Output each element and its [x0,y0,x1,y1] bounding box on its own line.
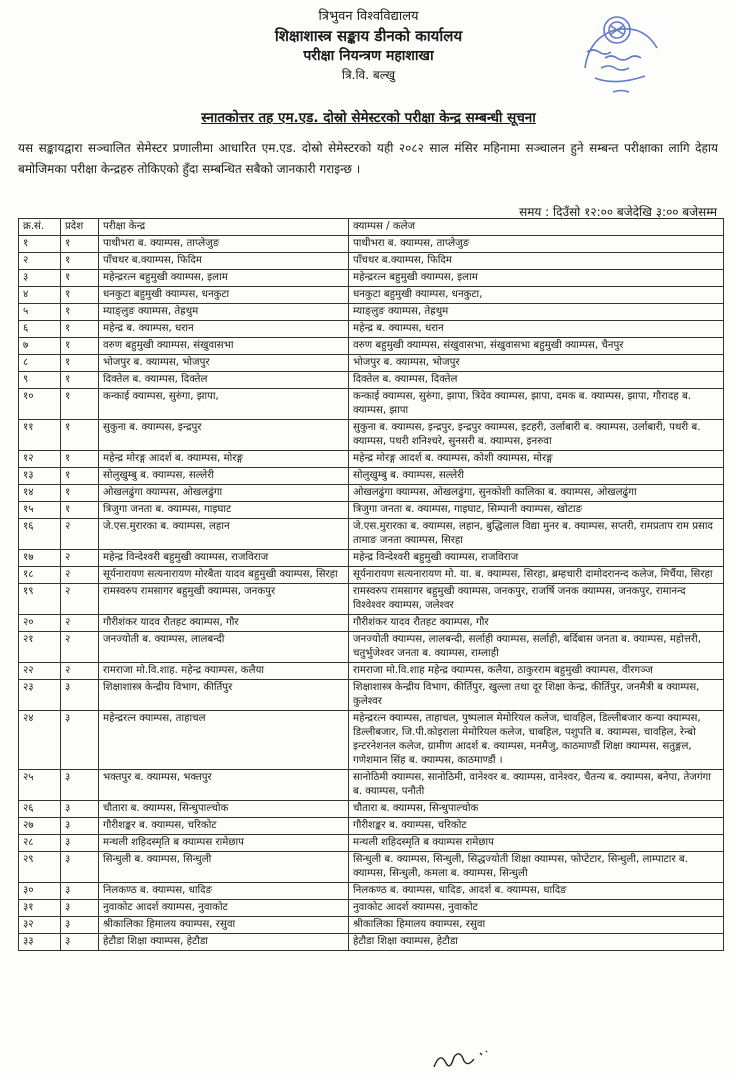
table-row [19,372,724,389]
row-serial: १९ [19,584,61,615]
row-serial: २१ [19,632,61,663]
row-province: १ [61,372,99,389]
row-province: ३ [61,801,99,818]
row-exam-center: सुकुना ब. क्याम्पस, इन्द्रपुर [99,420,349,451]
office-name: शिक्षाशास्त्र सङ्काय डीनको कार्यालय [274,27,463,45]
row-province: ३ [61,900,99,917]
official-stamp-icon [565,8,673,104]
table-row [19,711,724,770]
row-serial: ८ [19,355,61,372]
row-campus: जे.एस.मुरारका ब. क्याम्पस, लहान, बुद्धिलाल विद्या मुनर ब. क्याम्पस, सप्तरी, रामप्रताप राम प्रसाद तामाङ जनता क्याम्पस, सिरहा [349,519,724,550]
table-row [19,615,724,632]
table-row [19,900,724,917]
row-province: १ [61,485,99,502]
row-exam-center: सोलुखुम्बु ब. क्याम्पस, सल्लेरी [99,468,349,485]
table-row [19,253,724,270]
table-row [19,883,724,900]
table-row [19,304,724,321]
row-campus: सानोठिमी क्याम्पस, सानोठिमी, वानेश्वर ब. क्याम्पस, वानेश्वर, चैतन्य ब. क्याम्पस, बनेपा, तेजगंगा ब. क्याम्पस, पनौती [349,770,724,801]
row-campus: म्याङ्लुङ क्याम्पस, तेह्रथुम [349,304,724,321]
signature-icon [430,1045,490,1073]
table-row [19,270,724,287]
row-province: २ [61,663,99,680]
table-row [19,321,724,338]
row-province: १ [61,287,99,304]
row-province: १ [61,270,99,287]
row-campus: सुकुना ब. क्याम्पस, इन्द्रपुर, इन्द्रपुर क्याम्पस, इटहरी, उर्लाबारी ब. क्याम्पस, उर्लाबारी, पथरी ब. क्याम्पस, पथरी शनिश्चरे, सुनसरी ब. क्याम्पस, इनरुवा [349,420,724,451]
table-row [19,519,724,550]
row-exam-center: भक्तपुर ब. क्याम्पस, भक्तपुर [99,770,349,801]
row-campus: महेन्द्ररत्न बहुमुखी क्याम्पस, इलाम [349,270,724,287]
row-province: १ [61,304,99,321]
row-exam-center: भोजपुर ब. क्याम्पस, भोजपुर [99,355,349,372]
row-exam-center: हेटौडा शिक्षा क्याम्पस, हेटौडा [99,934,349,951]
row-province: १ [61,451,99,468]
row-campus: महेन्द्र मोरङ्ग आदर्श ब. क्याम्पस, कोशी क्याम्पस, मोरङ्ग [349,451,724,468]
row-province: १ [61,253,99,270]
row-campus: पाथीभरा ब. क्याम्पस, ताप्लेजुङ [349,236,724,253]
row-serial: २३ [19,680,61,711]
row-exam-center: म्याङ्लुङ क्याम्पस, तेह्रथुम [99,304,349,321]
row-serial: १७ [19,550,61,567]
row-province: १ [61,502,99,519]
row-campus: रामस्वरुप रामसागर बहुमुखी क्याम्पस, जनकपुर, राजर्षि जनक क्याम्पस, जनकपुर, रामानन्द विश्वेश्वर क्याम्पस, जलेश्वर [349,584,724,615]
row-campus: मन्थली शहिदस्मृति ब क्याम्पस रामेछाप [349,835,724,852]
header-campus: क्याम्पस / कलेज [349,219,724,236]
row-serial: ९ [19,372,61,389]
row-province: १ [61,420,99,451]
table-row [19,632,724,663]
row-province: ३ [61,883,99,900]
row-province: १ [61,468,99,485]
row-exam-center: महेन्द्र विन्देश्वरी बहुमुखी क्याम्पस, राजविराज [99,550,349,567]
row-serial: २२ [19,663,61,680]
table-row [19,770,724,801]
row-province: २ [61,567,99,584]
division-name: परीक्षा नियन्त्रण महाशाखा [303,48,434,64]
table-row [19,502,724,519]
table-row [19,680,724,711]
row-serial: १५ [19,502,61,519]
row-exam-center: जनज्योती ब. क्याम्पस, लालबन्दी [99,632,349,663]
row-exam-center: रामराजा मो.वि.शाह. महेन्द्र क्याम्पस, कलैया [99,663,349,680]
table-row [19,338,724,355]
table-row [19,287,724,304]
row-campus: हेटौडा शिक्षा क्याम्पस, हेटौडा [349,934,724,951]
row-province: ३ [61,818,99,835]
table-row [19,852,724,883]
table-row [19,917,724,934]
table-row [19,663,724,680]
row-province: १ [61,355,99,372]
row-exam-center: महेन्द्ररत्न बहुमुखी क्याम्पस, इलाम [99,270,349,287]
row-province: ३ [61,917,99,934]
row-serial: १० [19,389,61,420]
row-campus: गौरीशङ्कर ब. क्याम्पस, चरिकोट [349,818,724,835]
row-province: ३ [61,852,99,883]
row-exam-center: पाथीभरा ब. क्याम्पस, ताप्लेजुङ [99,236,349,253]
table-row [19,818,724,835]
row-exam-center: धनकुटा बहुमुखी क्याम्पस, धनकुटा [99,287,349,304]
row-province: १ [61,321,99,338]
row-exam-center: सूर्यनारायण सत्यनारायण मोरबैता यादव बहुमुखी क्याम्पस, सिरहा [99,567,349,584]
row-province: १ [61,338,99,355]
row-province: ३ [61,680,99,711]
row-exam-center: श्रीकालिका हिमालय क्याम्पस, रसुवा [99,917,349,934]
row-serial: ३२ [19,917,61,934]
table-row [19,934,724,951]
row-campus: नुवाकोट आदर्श क्याम्पस, नुवाकोट [349,900,724,917]
table-header-row [19,219,724,236]
row-serial: ११ [19,420,61,451]
row-campus: धनकुटा बहुमुखी क्याम्पस, धनकुटा, [349,287,724,304]
row-serial: २० [19,615,61,632]
row-campus: सूर्यनारायण सत्यनारायण मो. या. ब. क्याम्पस, सिरहा, ब्रम्हचारी दामोदरानन्द कलेज, मिर्चैया, सिरहा [349,567,724,584]
table-row [19,389,724,420]
row-exam-center: ओखलढुंगा क्याम्पस, ओखलढुंगा [99,485,349,502]
row-province: २ [61,550,99,567]
row-serial: ३१ [19,900,61,917]
row-exam-center: महेन्द्र ब. क्याम्पस, धरान [99,321,349,338]
exam-center-table [18,218,724,951]
row-exam-center: चौतारा ब. क्याम्पस, सिन्धुपाल्चोक [99,801,349,818]
row-exam-center: नुवाकोट आदर्श क्याम्पस, नुवाकोट [99,900,349,917]
row-exam-center: पाँचथर ब.क्याम्पस, फिदिम [99,253,349,270]
table-row [19,584,724,615]
row-campus: चौतारा ब. क्याम्पस, सिन्धुपाल्चोक [349,801,724,818]
notice-body: यस सङ्कायद्वारा सञ्चालित सेमेस्टर प्रणालीमा आधारित एम.एड. दोस्रो सेमेस्टरको यही २०८२ साल मंसिर महिनामा सञ्चालन हुने सम्बन्त परीक्षाका लागि देहाय बमोजिमका परीक्षा केन्द्रहरु तोकिएको हुँदा सम्बन्धित सबैको जानकारी गराइन्छ । [18,141,718,176]
office-location: त्रि.वि. बल्खु [341,68,396,82]
row-exam-center: महेन्द्ररत्न क्याम्पस, ताहाचल [99,711,349,770]
header-province: प्रदेश [61,219,99,236]
table-row [19,550,724,567]
table-row [19,236,724,253]
row-campus: श्रीकालिका हिमालय क्याम्पस, रसुवा [349,917,724,934]
row-province: ३ [61,934,99,951]
table-row [19,420,724,451]
table-row [19,355,724,372]
row-serial: ३ [19,270,61,287]
row-exam-center: दिक्तेल ब. क्याम्पस, दिक्तेल [99,372,349,389]
row-province: २ [61,584,99,615]
row-serial: २९ [19,852,61,883]
row-campus: त्रिजुगा जनता ब. क्याम्पस, गाइघाट, सिम्पानी क्याम्पस, खोटाङ [349,502,724,519]
row-serial: १ [19,236,61,253]
header-exam-center: परीक्षा केन्द्र [99,219,349,236]
row-campus: महेन्द्ररत्न क्याम्पस, ताहाचल, पुष्पलाल मेमोरियल कलेज, चावहिल, डिल्लीबजार कन्या क्याम्पस, डिल्लीबजार, जि.पी.कोइराला मेमोरियल कलेज, चाबहिल, पशुपति ब. क्याम्पस, चावहिल, रेन्बो इन्टरनेशनल कलेज, ग्रामीण आदर्श ब. क्याम्पस, मनमैजु, काठमाण्डौं शिक्षा क्याम्पस, सतुङ्गल, गणेशमान सिंह ब. क्याम्पस, काठमाण्डौं । [349,711,724,770]
row-serial: ६ [19,321,61,338]
row-province: १ [61,389,99,420]
row-campus: ओखलढुंगा क्याम्पस, ओखलढुंगा, सुनकोशी कालिका ब. क्याम्पस, ओखलढुंगा [349,485,724,502]
row-exam-center: महेन्द्र मोरङ्ग आदर्श ब. क्याम्पस, मोरङ्ग [99,451,349,468]
row-campus: महेन्द्र ब. क्याम्पस, धरान [349,321,724,338]
row-campus: गौरीशंकर यादव रौतहट क्याम्पस, गौर [349,615,724,632]
row-campus: जनज्योती क्याम्पस, लालबन्दी, सर्लाही क्याम्पस, सर्लाही, बर्दिबास जनता ब. क्याम्पस, महोत्तरी, चतुर्भुजेश्वर जनता ब. क्याम्पस, राम्लाही [349,632,724,663]
row-province: २ [61,519,99,550]
row-exam-center: जे.एस.मुरारका ब. क्याम्पस, लहान [99,519,349,550]
row-province: २ [61,615,99,632]
row-exam-center: शिक्षाशास्त्र केन्द्रीय विभाग, कीर्तिपुर [99,680,349,711]
table-row [19,567,724,584]
row-campus: वरुण बहुमुखी क्याम्पस, संखुवासभा, संखुवासभा बहुमुखी क्याम्पस, चैनपुर [349,338,724,355]
table-row [19,451,724,468]
row-campus: महेन्द्र विन्देश्वरी बहुमुखी क्याम्पस, राजविराज [349,550,724,567]
row-exam-center: वरुण बहुमुखी क्याम्पस, संखुवासभा [99,338,349,355]
row-serial: २६ [19,801,61,818]
row-serial: १२ [19,451,61,468]
row-serial: २८ [19,835,61,852]
row-exam-center: गौरीशङ्कर ब. क्याम्पस, चरिकोट [99,818,349,835]
table-row [19,485,724,502]
row-campus: सोलुखुम्बु ब. क्याम्पस, सल्लेरी [349,468,724,485]
row-campus: कन्काई क्याम्पस, सुरुंगा, झापा, त्रिदेव क्याम्पस, झापा, दमक ब. क्याम्पस, झापा, गौरादह ब. क्याम्पस, झापा [349,389,724,420]
row-exam-center: निलकण्ठ ब. क्याम्पस, धादिङ [99,883,349,900]
university-name: त्रिभुवन विश्वविद्यालय [318,9,419,24]
row-serial: ३३ [19,934,61,951]
row-exam-center: सिन्धुली ब. क्याम्पस, सिन्धुली [99,852,349,883]
row-exam-center: गौरीशंकर यादव रौतहट क्याम्पस, गौर [99,615,349,632]
row-campus: दिक्तेल ब. क्याम्पस, दिक्तेल [349,372,724,389]
row-serial: ३० [19,883,61,900]
row-serial: २ [19,253,61,270]
row-province: ३ [61,770,99,801]
row-serial: २५ [19,770,61,801]
row-serial: १४ [19,485,61,502]
row-exam-center: कन्काई क्याम्पस, सुरुंगा, झापा, [99,389,349,420]
row-campus: भोजपुर ब. क्याम्पस, भोजपुर [349,355,724,372]
row-campus: निलकण्ठ ब. क्याम्पस, धादिङ, आदर्श ब. क्याम्पस, धादिङ [349,883,724,900]
row-serial: १६ [19,519,61,550]
row-serial: १३ [19,468,61,485]
table-row [19,835,724,852]
row-campus: सिन्धुली ब. क्याम्पस, सिन्धुली, सिद्धज्योती शिक्षा क्याम्पस, फोप्टेटार, सिन्धुली, लाम्पाटार ब. क्याम्पस, सिन्धुली, कमला ब. क्याम्पस, सिन्धुली [349,852,724,883]
row-serial: १८ [19,567,61,584]
row-campus: रामराजा मो.वि.शाह महेन्द्र क्याम्पस, कलैया, ठाकुरराम बहुमुखी क्याम्पस, वीरगञ्ज [349,663,724,680]
table-row [19,801,724,818]
row-serial: ४ [19,287,61,304]
row-exam-center: त्रिजुगा जनता ब. क्याम्पस, गाइघाट [99,502,349,519]
exam-time: समय : दिउँसो १२:०० बजेदेखि ३:०० बजेसम्म [519,205,717,219]
row-campus: शिक्षाशास्त्र केन्द्रीय विभाग, कीर्तिपुर, खुल्ला तथा दूर शिक्षा केन्द्र, कीर्तिपुर, जनमैत्री ब क्याम्पस, कुलेश्वर [349,680,724,711]
table-row [19,468,724,485]
row-exam-center: रामस्वरुप रामसागर बहुमुखी क्याम्पस, जनकपुर [99,584,349,615]
row-province: १ [61,236,99,253]
notice-title: स्नातकोत्तर तह एम.एड. दोस्रो सेमेस्टरको परीक्षा केन्द्र सम्बन्धी सूचना [201,110,536,126]
header-serial: क्र.सं. [19,219,61,236]
row-serial: २७ [19,818,61,835]
row-exam-center: मन्थली शहिदस्मृति ब क्याम्पस रामेछाप [99,835,349,852]
row-serial: ५ [19,304,61,321]
row-province: ३ [61,835,99,852]
row-province: ३ [61,711,99,770]
row-serial: २४ [19,711,61,770]
row-province: २ [61,632,99,663]
row-campus: पाँचथर ब.क्याम्पस, फिदिम [349,253,724,270]
row-serial: ७ [19,338,61,355]
